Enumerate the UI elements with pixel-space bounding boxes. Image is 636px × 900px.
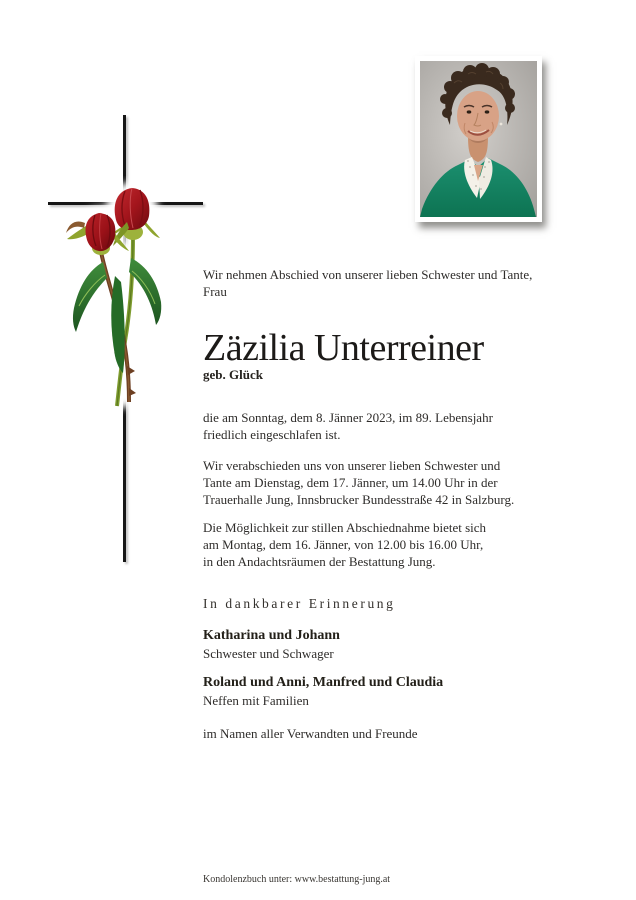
closing-line: im Namen aller Verwandten und Freunde <box>203 726 418 741</box>
text-line: Tante am Dienstag, dem 17. Jänner, um 14.00 Uhr in der <box>203 475 498 490</box>
remembrance-line: In dankbarer Erinnerung <box>203 596 396 611</box>
text-line: friedlich eingeschlafen ist. <box>203 427 341 442</box>
portrait-photo <box>415 56 542 222</box>
mourner-relation: Neffen mit Familien <box>203 693 309 708</box>
passing-paragraph <box>203 409 603 443</box>
intro-line: Frau <box>203 284 227 299</box>
red-roses-icon <box>55 176 175 416</box>
mourner-names: Roland und Anni, Manfred und Claudia <box>203 675 444 690</box>
intro-text <box>203 266 603 300</box>
text-line: in den Andachtsräumen der Bestattung Jung. <box>203 554 436 569</box>
deceased-name: Zäzilia Unterreiner <box>203 327 484 369</box>
text-line: Die Möglichkeit zur stillen Abschiednahme bietet sich <box>203 520 487 535</box>
text-line: am Montag, dem 16. Jänner, von 12.00 bis 16.00 Uhr, <box>203 537 484 552</box>
intro-line: Wir nehmen Abschied von unserer lieben Schwester und Tante, <box>203 267 533 282</box>
viewing-paragraph <box>203 519 603 570</box>
text-line: Trauerhalle Jung, Innsbrucker Bundesstraße 42 in Salzburg. <box>203 492 515 507</box>
text-line: Wir verabschieden uns von unserer lieben Schwester und <box>203 458 501 473</box>
portrait-photo-image <box>420 61 537 217</box>
condolence-book-note: Kondolenzbuch unter: www.bestattung-jung.at <box>203 874 391 885</box>
farewell-paragraph <box>203 457 603 508</box>
maiden-name: geb. Glück <box>203 367 263 382</box>
mourner-names: Katharina und Johann <box>203 628 340 643</box>
mourner-relation: Schwester und Schwager <box>203 646 334 661</box>
text-line: die am Sonntag, dem 8. Jänner 2023, im 89. Lebensjahr <box>203 410 493 425</box>
